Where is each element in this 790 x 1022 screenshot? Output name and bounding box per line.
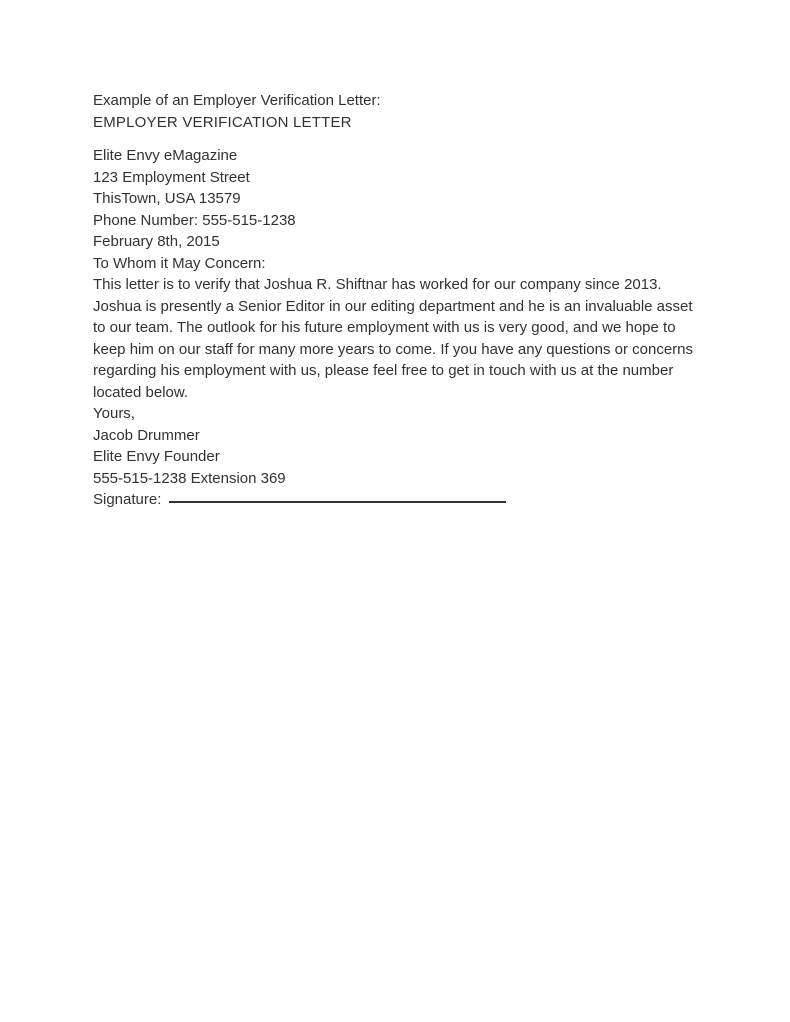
body-paragraph-2: Joshua is presently a Senior Editor in our editing department and he is an invaluable asset to our team. The outlook for his future employment with us is very good, and we hope to keep him on our staff for many more years to come. If you have any questions or concerns regarding his employment with us, please feel free to get in touch with us at the number located below. xyxy=(93,297,694,401)
valediction: Yours, xyxy=(93,405,135,422)
sender-company: Elite Envy eMagazine xyxy=(93,147,238,164)
sender-street: 123 Employment Street xyxy=(93,168,250,186)
salutation: To Whom it May Concern: xyxy=(93,254,266,272)
contact-number: 555-515-1238 Extension 369 xyxy=(93,469,286,487)
letter-date: February 8th, 2015 xyxy=(93,233,220,250)
signature-line xyxy=(169,500,506,503)
sender-phone: Phone Number: 555-515-1238 xyxy=(93,211,296,229)
signatory-title: Elite Envy Founder xyxy=(93,448,220,465)
intro-label: Example of an Employer Verification Letter: xyxy=(93,92,381,109)
letter-heading: EMPLOYER VERIFICATION LETTER xyxy=(93,113,352,131)
sender-address-block xyxy=(93,145,697,231)
signature-row xyxy=(93,489,697,511)
signatory-name: Jacob Drummer xyxy=(93,426,200,444)
signature-label: Signature: xyxy=(93,491,162,508)
body-paragraph-1: This letter is to verify that Joshua R. Shiftnar has worked for our company since 2013. xyxy=(93,276,662,293)
sender-city: ThisTown, USA 13579 xyxy=(93,190,241,207)
